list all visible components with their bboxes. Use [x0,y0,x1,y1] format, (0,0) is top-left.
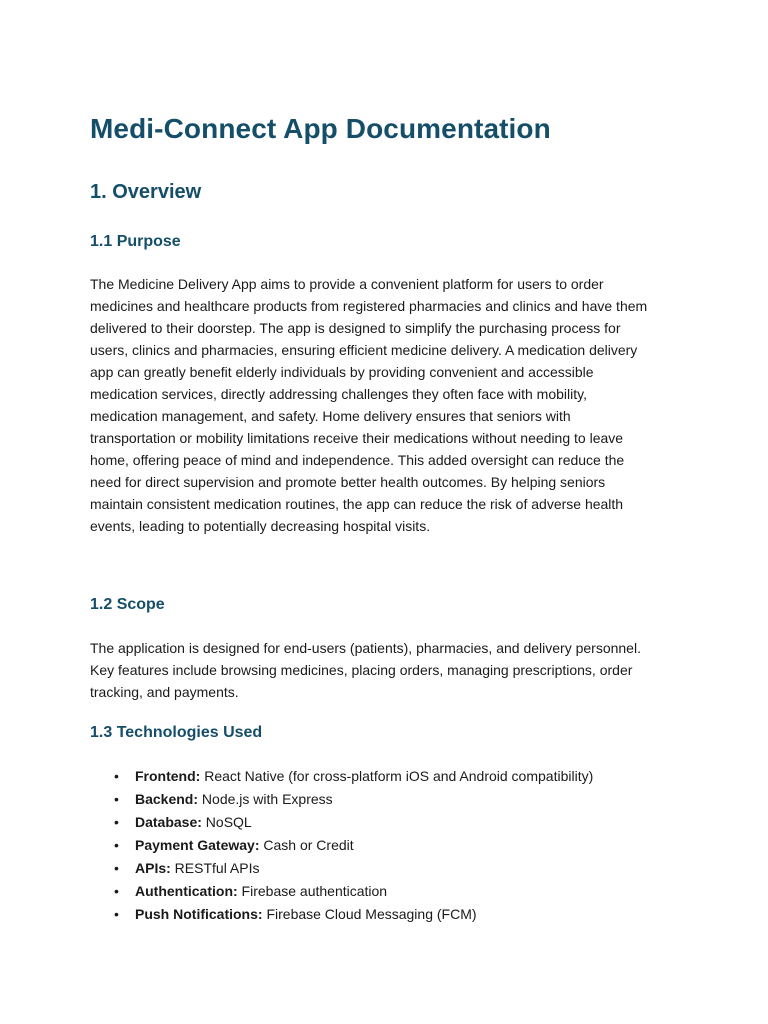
bullet-icon: • [114,814,119,830]
purpose-line: events, leading to potentially decreasing hospital visits. [90,518,431,534]
purpose-line: The Medicine Delivery App aims to provide a convenient platform for users to order [90,276,604,292]
tech-value: Node.js with Express [198,791,333,807]
list-item [90,765,593,788]
tech-term: Authentication: [135,883,238,899]
tech-term: Backend: [135,791,199,807]
purpose-line: medicines and healthcare products from registered pharmacies and clinics and have them [90,298,648,314]
list-item [90,788,593,811]
list-item [90,880,593,903]
purpose-line: app can greatly benefit elderly individuals by providing convenient and accessible [90,364,594,380]
tech-value: Firebase authentication [237,883,388,899]
purpose-line: home, offering peace of mind and independence. This added oversight can reduce the [90,452,625,468]
tech-term: Frontend: [135,768,201,784]
technologies-heading: 1.3 Technologies Used [90,724,263,741]
list-item [90,903,593,926]
bullet-icon: • [114,860,119,876]
bullet-icon: • [114,837,119,853]
tech-value: Cash or Credit [259,837,354,853]
scope-line: The application is designed for end-users (patients), pharmacies, and delivery personnel. [90,640,641,656]
tech-value: React Native (for cross-platform iOS and Android compatibility) [200,768,594,784]
list-item [90,834,593,857]
purpose-line: medication services, directly addressing challenges they often face with mobility, [90,386,587,402]
purpose-line: medication management, and safety. Home delivery ensures that seniors with [90,408,571,424]
tech-value: Firebase Cloud Messaging (FCM) [262,906,477,922]
scope-line: Key features include browsing medicines, placing orders, managing prescriptions, order [90,662,633,678]
purpose-paragraph [90,273,682,537]
tech-term: Payment Gateway: [135,837,260,853]
tech-value: RESTful APIs [170,860,260,876]
document-title: Medi-Connect App Documentation [90,113,551,144]
tech-value: NoSQL [201,814,252,830]
purpose-line: maintain consistent medication routines, the app can reduce the risk of adverse health [90,496,624,512]
scope-heading: 1.2 Scope [90,596,165,613]
purpose-heading: 1.1 Purpose [90,233,181,250]
list-item [90,857,593,880]
scope-paragraph [90,637,682,703]
bullet-icon: • [114,791,119,807]
section-overview-heading: 1. Overview [90,181,202,203]
list-item [90,811,593,834]
purpose-line: users, clinics and pharmacies, ensuring efficient medicine delivery. A medication delivery [90,342,638,358]
tech-term: APIs: [135,860,171,876]
purpose-line: delivered to their doorstep. The app is designed to simplify the purchasing process for [90,320,621,336]
bullet-icon: • [114,768,119,784]
purpose-line: transportation or mobility limitations receive their medications without needing to leave [90,430,624,446]
bullet-icon: • [114,906,119,922]
bullet-icon: • [114,883,119,899]
tech-term: Push Notifications: [135,906,263,922]
technologies-list [90,765,593,926]
purpose-line: need for direct supervision and promote better health outcomes. By helping seniors [90,474,606,490]
scope-line: tracking, and payments. [90,684,239,700]
tech-term: Database: [135,814,202,830]
